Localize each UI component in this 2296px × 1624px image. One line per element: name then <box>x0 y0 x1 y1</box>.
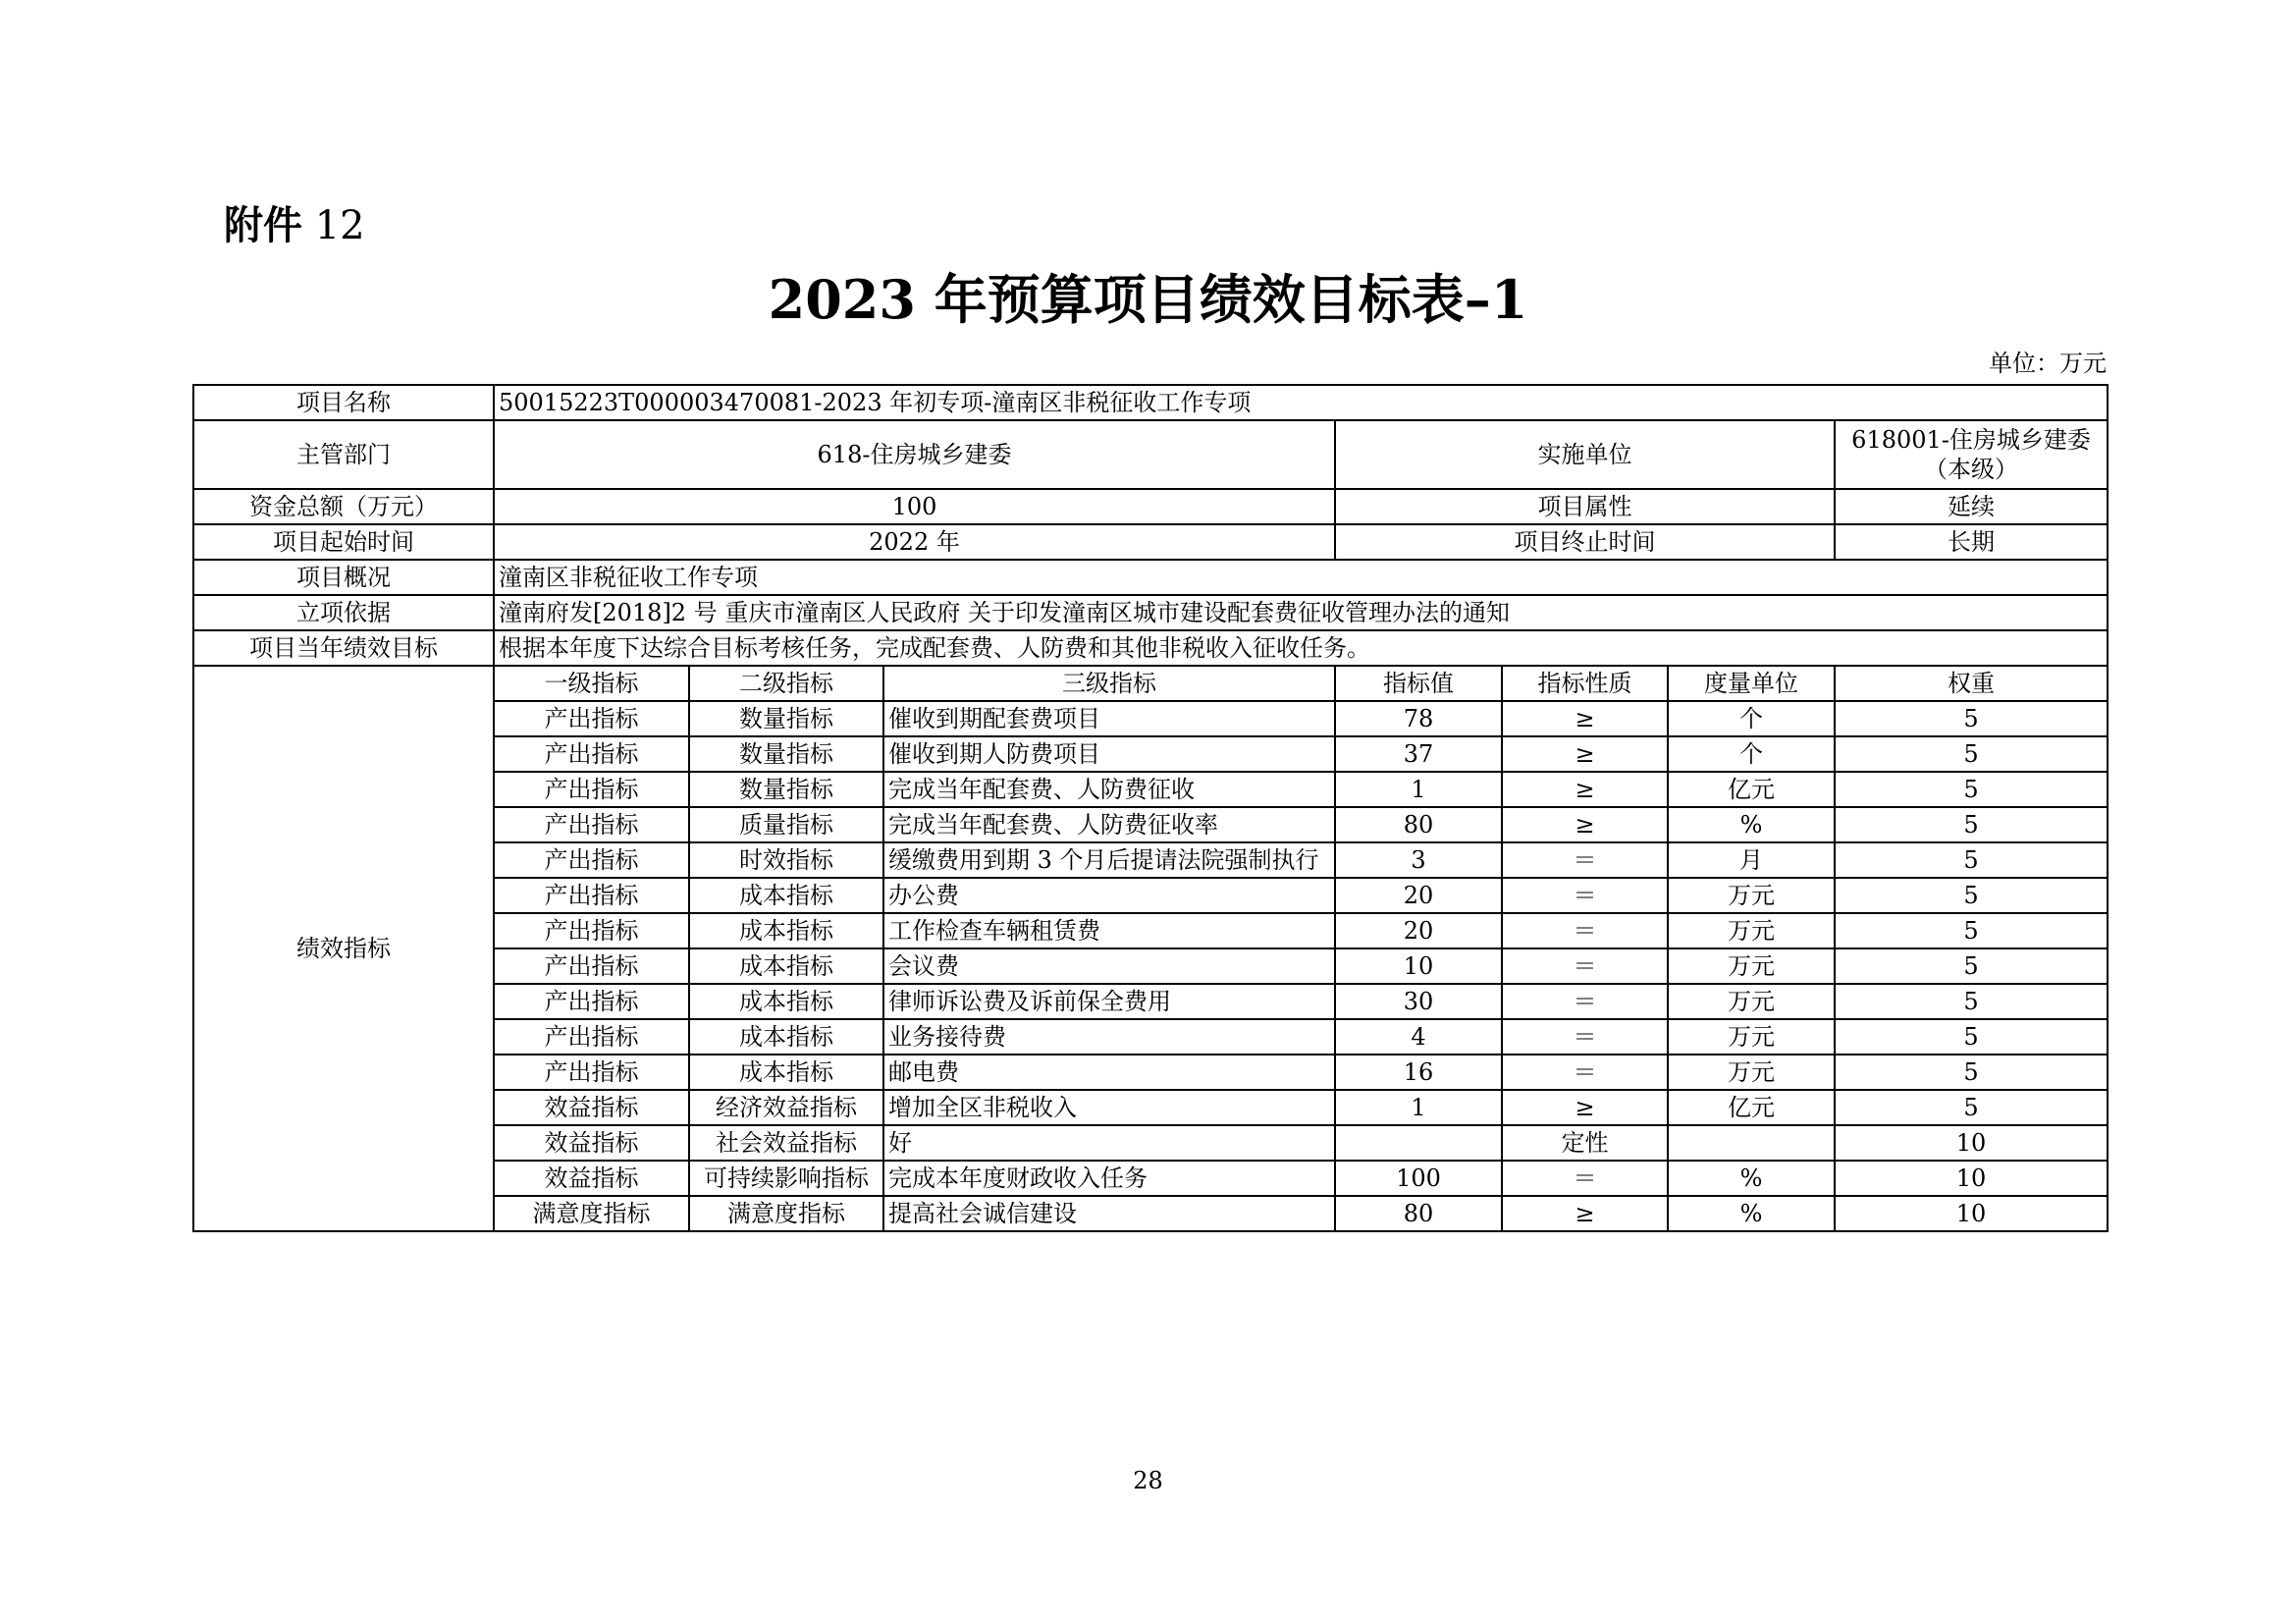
level2-cell: 成本指标 <box>689 1019 883 1055</box>
weight-cell: 5 <box>1835 701 2108 736</box>
weight-cell: 10 <box>1835 1161 2108 1196</box>
weight-cell: 5 <box>1835 736 2108 772</box>
row-dept <box>193 420 2108 489</box>
goal-label: 项目当年绩效目标 <box>193 630 494 666</box>
nature-cell: 定性 <box>1502 1125 1668 1161</box>
page-title: 2023 年预算项目绩效目标表–1 <box>768 268 1528 331</box>
overview-label: 项目概况 <box>193 560 494 595</box>
level2-cell: 社会效益指标 <box>689 1125 883 1161</box>
project-name-label: 项目名称 <box>193 385 494 420</box>
level2-cell: 数量指标 <box>689 736 883 772</box>
level2-cell: 成本指标 <box>689 948 883 984</box>
nature-cell: ≥ <box>1502 736 1668 772</box>
weight-cell: 10 <box>1835 1196 2108 1231</box>
unit-cell: % <box>1668 1196 1835 1231</box>
unit-cell: 万元 <box>1668 878 1835 913</box>
level1-cell: 效益指标 <box>494 1090 689 1125</box>
unit-cell: 万元 <box>1668 984 1835 1019</box>
level2-cell: 成本指标 <box>689 1055 883 1090</box>
unit-cell: 个 <box>1668 701 1835 736</box>
nature-cell: ＝ <box>1502 984 1668 1019</box>
weight-cell: 5 <box>1835 984 2108 1019</box>
row-goal <box>193 630 2108 666</box>
level3-cell: 催收到期配套费项目 <box>883 701 1335 736</box>
weight-cell: 5 <box>1835 772 2108 807</box>
fund-value: 100 <box>494 489 1335 524</box>
value-cell: 4 <box>1335 1019 1502 1055</box>
basis-label: 立项依据 <box>193 595 494 630</box>
level3-cell: 办公费 <box>883 878 1335 913</box>
row-basis <box>193 595 2108 630</box>
unit-cell: 万元 <box>1668 948 1835 984</box>
header-nature: 指标性质 <box>1502 666 1668 701</box>
attachment-label <box>224 196 365 255</box>
header-level1: 一级指标 <box>494 666 689 701</box>
level2-cell: 数量指标 <box>689 701 883 736</box>
level1-cell: 效益指标 <box>494 1125 689 1161</box>
value-cell: 1 <box>1335 772 1502 807</box>
nature-cell: ≥ <box>1502 1196 1668 1231</box>
end-label: 项目终止时间 <box>1335 524 1835 560</box>
nature-cell: ≥ <box>1502 701 1668 736</box>
row-overview <box>193 560 2108 595</box>
attr-value: 延续 <box>1835 489 2108 524</box>
weight-cell: 5 <box>1835 1055 2108 1090</box>
nature-cell: ＝ <box>1502 1019 1668 1055</box>
level2-cell: 质量指标 <box>689 807 883 842</box>
basis-value: 潼南府发[2018]2 号 重庆市潼南区人民政府 关于印发潼南区城市建设配套费征收管理办法的通知 <box>494 595 2108 630</box>
nature-cell: ＝ <box>1502 1161 1668 1196</box>
level3-cell: 提高社会诚信建设 <box>883 1196 1335 1231</box>
impl-value <box>1835 420 2108 489</box>
unit-cell: % <box>1668 1161 1835 1196</box>
level2-cell: 成本指标 <box>689 878 883 913</box>
value-cell: 100 <box>1335 1161 1502 1196</box>
weight-cell: 5 <box>1835 948 2108 984</box>
level2-cell: 数量指标 <box>689 772 883 807</box>
unit-cell: 亿元 <box>1668 772 1835 807</box>
table-body <box>193 385 2108 1231</box>
level1-cell: 满意度指标 <box>494 1196 689 1231</box>
attr-label: 项目属性 <box>1335 489 1835 524</box>
unit-cell <box>1668 1125 1835 1161</box>
level3-cell: 工作检查车辆租赁费 <box>883 913 1335 948</box>
level3-cell: 会议费 <box>883 948 1335 984</box>
value-cell: 10 <box>1335 948 1502 984</box>
nature-cell: ＝ <box>1502 913 1668 948</box>
header-value: 指标值 <box>1335 666 1502 701</box>
row-fund <box>193 489 2108 524</box>
value-cell: 1 <box>1335 1090 1502 1125</box>
level1-cell: 产出指标 <box>494 842 689 878</box>
weight-cell: 5 <box>1835 1019 2108 1055</box>
level3-cell: 增加全区非税收入 <box>883 1090 1335 1125</box>
level3-cell: 业务接待费 <box>883 1019 1335 1055</box>
level2-cell: 成本指标 <box>689 984 883 1019</box>
weight-cell: 10 <box>1835 1125 2108 1161</box>
level1-cell: 产出指标 <box>494 948 689 984</box>
level1-cell: 产出指标 <box>494 1055 689 1090</box>
row-project-name <box>193 385 2108 420</box>
value-cell <box>1335 1125 1502 1161</box>
header-level2: 二级指标 <box>689 666 883 701</box>
weight-cell: 5 <box>1835 807 2108 842</box>
unit-cell: 万元 <box>1668 1019 1835 1055</box>
value-cell: 3 <box>1335 842 1502 878</box>
unit-cell: 亿元 <box>1668 1090 1835 1125</box>
value-cell: 20 <box>1335 913 1502 948</box>
unit-cell: % <box>1668 807 1835 842</box>
level1-cell: 产出指标 <box>494 984 689 1019</box>
performance-table <box>192 384 2109 1232</box>
value-cell: 80 <box>1335 1196 1502 1231</box>
level3-cell: 好 <box>883 1125 1335 1161</box>
value-cell: 16 <box>1335 1055 1502 1090</box>
value-cell: 20 <box>1335 878 1502 913</box>
project-name-value: 50015223T000003470081-2023 年初专项-潼南区非税征收工作专项 <box>494 385 2108 420</box>
value-cell: 80 <box>1335 807 1502 842</box>
level2-cell: 时效指标 <box>689 842 883 878</box>
attachment-number: 12 <box>314 203 365 248</box>
impl-value-line2: （本级） <box>1924 456 2019 483</box>
perf-header-row <box>193 666 2108 701</box>
level1-cell: 产出指标 <box>494 736 689 772</box>
value-cell: 30 <box>1335 984 1502 1019</box>
nature-cell: ≥ <box>1502 1090 1668 1125</box>
level1-cell: 产出指标 <box>494 913 689 948</box>
level3-cell: 完成当年配套费、人防费征收率 <box>883 807 1335 842</box>
value-cell: 37 <box>1335 736 1502 772</box>
level3-cell: 邮电费 <box>883 1055 1335 1090</box>
unit-cell: 万元 <box>1668 913 1835 948</box>
goal-value: 根据本年度下达综合目标考核任务，完成配套费、人防费和其他非税收入征收任务。 <box>494 630 2108 666</box>
dept-value: 618-住房城乡建委 <box>494 420 1335 489</box>
level2-cell: 成本指标 <box>689 913 883 948</box>
perf-section-label: 绩效指标 <box>193 666 494 1231</box>
impl-value-line1: 618001-住房城乡建委 <box>1851 426 2091 454</box>
start-value: 2022 年 <box>494 524 1335 560</box>
impl-label: 实施单位 <box>1335 420 1835 489</box>
header-level3: 三级指标 <box>883 666 1335 701</box>
unit-cell: 个 <box>1668 736 1835 772</box>
weight-cell: 5 <box>1835 913 2108 948</box>
level2-cell: 可持续影响指标 <box>689 1161 883 1196</box>
level3-cell: 律师诉讼费及诉前保全费用 <box>883 984 1335 1019</box>
nature-cell: ＝ <box>1502 842 1668 878</box>
weight-cell: 5 <box>1835 1090 2108 1125</box>
nature-cell: ＝ <box>1502 948 1668 984</box>
nature-cell: ≥ <box>1502 772 1668 807</box>
level1-cell: 产出指标 <box>494 701 689 736</box>
unit-note: 单位：万元 <box>1989 350 2107 377</box>
level1-cell: 产出指标 <box>494 1019 689 1055</box>
level3-cell: 缓缴费用到期 3 个月后提请法院强制执行 <box>883 842 1335 878</box>
level1-cell: 产出指标 <box>494 807 689 842</box>
header-weight: 权重 <box>1835 666 2108 701</box>
level2-cell: 经济效益指标 <box>689 1090 883 1125</box>
unit-cell: 月 <box>1668 842 1835 878</box>
attachment-word: 附件 <box>224 203 302 248</box>
fund-label: 资金总额（万元） <box>193 489 494 524</box>
level1-cell: 产出指标 <box>494 772 689 807</box>
row-time <box>193 524 2108 560</box>
weight-cell: 5 <box>1835 878 2108 913</box>
header-unit: 度量单位 <box>1668 666 1835 701</box>
unit-cell: 万元 <box>1668 1055 1835 1090</box>
level3-cell: 催收到期人防费项目 <box>883 736 1335 772</box>
start-label: 项目起始时间 <box>193 524 494 560</box>
end-value: 长期 <box>1835 524 2108 560</box>
level1-cell: 产出指标 <box>494 878 689 913</box>
nature-cell: ＝ <box>1502 878 1668 913</box>
level2-cell: 满意度指标 <box>689 1196 883 1231</box>
page-number: 28 <box>1133 1467 1163 1494</box>
dept-label: 主管部门 <box>193 420 494 489</box>
level1-cell: 效益指标 <box>494 1161 689 1196</box>
value-cell: 78 <box>1335 701 1502 736</box>
nature-cell: ＝ <box>1502 1055 1668 1090</box>
level3-cell: 完成当年配套费、人防费征收 <box>883 772 1335 807</box>
nature-cell: ≥ <box>1502 807 1668 842</box>
weight-cell: 5 <box>1835 842 2108 878</box>
level3-cell: 完成本年度财政收入任务 <box>883 1161 1335 1196</box>
overview-value: 潼南区非税征收工作专项 <box>494 560 2108 595</box>
